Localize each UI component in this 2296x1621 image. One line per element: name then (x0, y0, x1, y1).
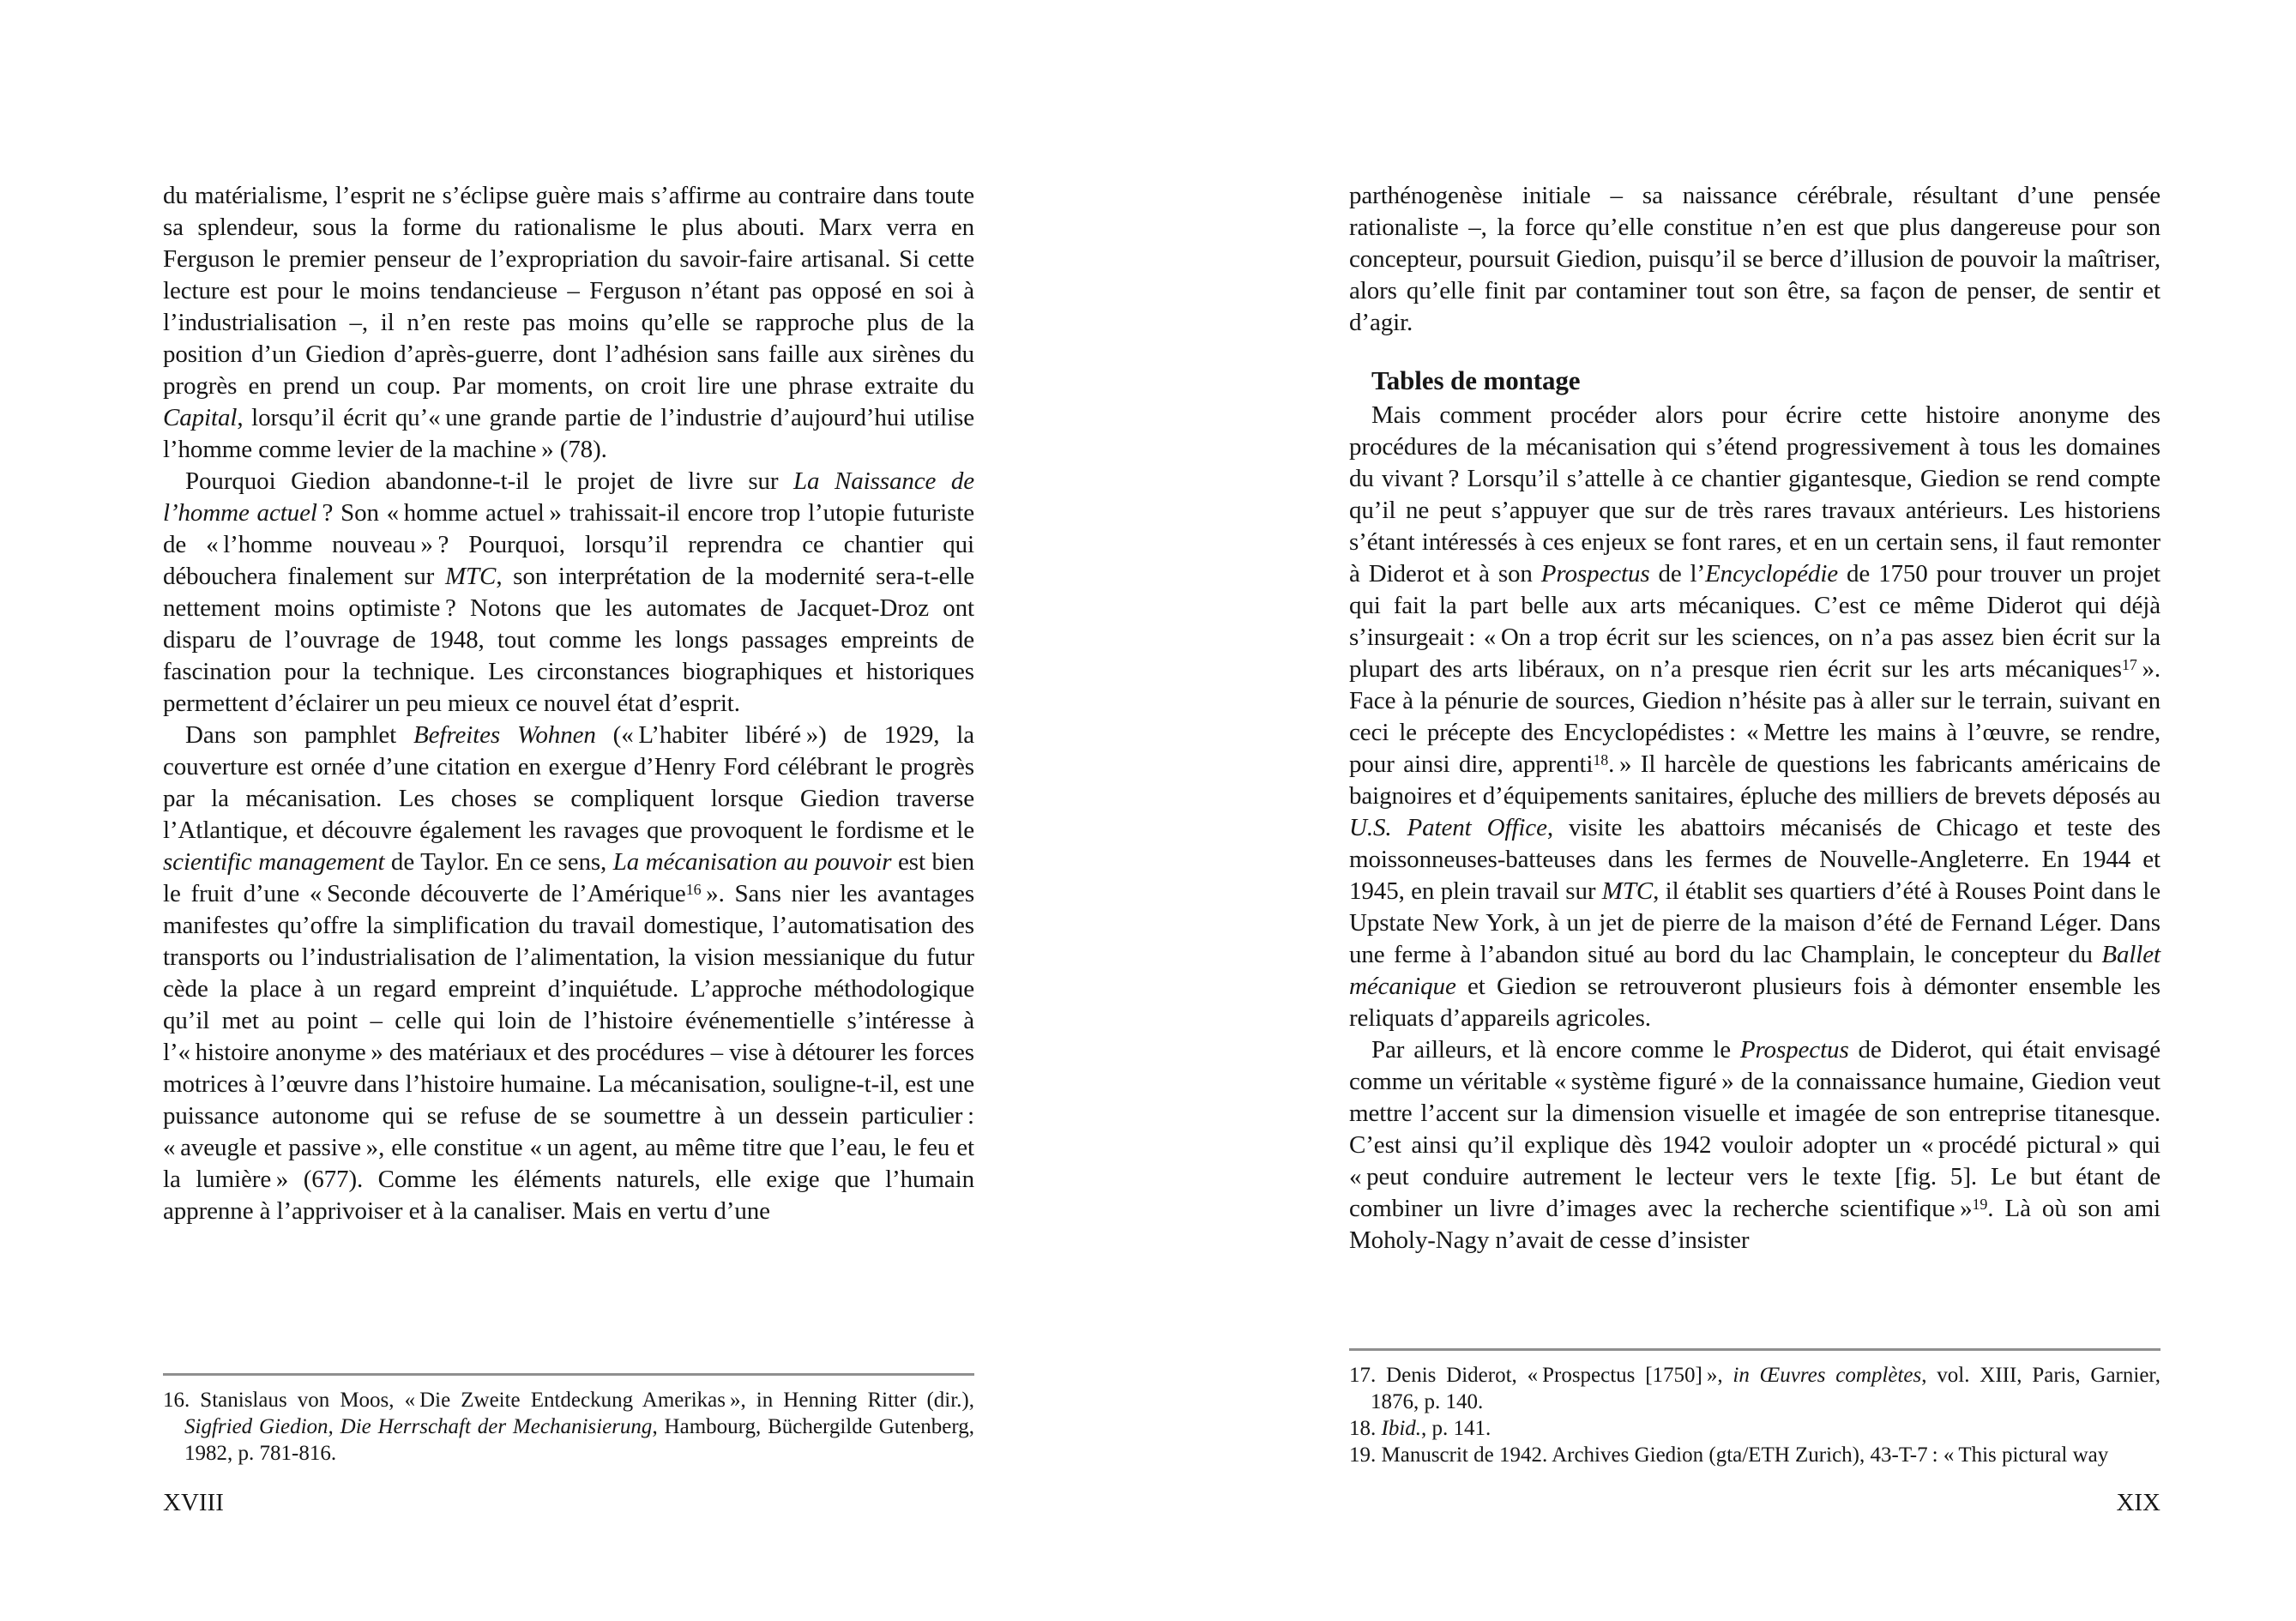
text-run: . Là où son ami Moholy-Nagy n’avait de cesse d’insister (1349, 1195, 2161, 1254)
italic-text: Befreites Wohnen (413, 721, 596, 749)
page-left (163, 0, 974, 1621)
text-run: 18. (1349, 1417, 1382, 1440)
italic-text: Prospectus (1540, 560, 1650, 588)
paragraph (1349, 180, 2160, 339)
italic-text: MTC (1601, 877, 1654, 905)
text-run: parthénogenèse initiale – sa naissance cérébrale, résultant d’une pensée rationaliste –, la force qu’elle constitue n’en est que plus dangereuse pour son concepteur, poursuit Giedion, puisqu’il se berce d’illusion de pouvoir la maîtriser, alors qu’elle finit par contaminer tout son être, sa façon de penser, de sentir et d’agir. (1349, 182, 2160, 336)
text-run: (« L’habiter libéré ») de 1929, la couverture est ornée d’une citation en exergue d’Henry Ford célébrant le progrès par la mécanisation. Les choses se compliquent lorsque Giedion traverse l’Atlantique, et découvre également les ravages que provoquent le fordisme et le (163, 721, 974, 844)
text-run: Tables de montage (1371, 365, 1581, 395)
heading (1349, 365, 2160, 396)
text-run: ». Sans nier les avantages manifestes qu’offre la simplification du travail domestique, l’automatisation des transports ou l’industrialisation de l’alimentation, la vision messianique du futur cède la place à un regard empreint d’inquiétude. L’approche méthodologique qu’il met au point – celle qui loin de l’histoire événementielle s’intéresse à l’« histoire anonyme » des matériaux et des procédures – vise à détourer les forces motrices à l’œuvre dans l’histoire humaine. La mécanisation, souligne-t-il, est une puissance autonome qui se refuse de se soumettre à un dessein particulier : « aveugle et passive », elle constitue « un agent, au même titre que l’eau, le feu et la lumière » (677). Comme les éléments naturels, elle exige que l’humain apprenne à l’apprivoiser et à la canaliser. Mais en vertu d’une (163, 880, 975, 1225)
text-run: de Taylor. En ce sens, (384, 848, 613, 876)
page-right (1349, 0, 2160, 1621)
text-run: , son interprétation de la modernité sera-t-elle nettement moins optimiste ? Notons que les automates de Jacquet-Droz ont disparu de l’ouvrage de 1948, tout comme les longs passages empreints de fascination pour la technique. Les circonstances biographiques et historiques permettent d’éclairer un peu mieux ce nouvel état d’esprit. (163, 563, 974, 717)
footnote-reference: 18 (1593, 750, 1609, 768)
footnote (163, 1387, 974, 1467)
italic-text: La Naissance de l’homme actuel (163, 467, 975, 527)
italic-text: Prospectus (1739, 1036, 1849, 1064)
text-run: 16. Stanislaus von Moos, « Die Zweite Entdeckung Amerikas », in Henning Ritter (dir.), (163, 1389, 974, 1412)
page-left-footnotes (163, 1373, 974, 1467)
italic-text: La mécanisation au pouvoir (612, 848, 892, 876)
text-run: de l’ (1649, 560, 1706, 588)
page-number-left: XVIII (163, 1489, 224, 1516)
text-run: Pourquoi Giedion abandonne-t-il le projet de livre sur (185, 467, 794, 495)
text-run: , p. 141. (1421, 1417, 1491, 1440)
footnote-separator (1349, 1348, 2160, 1351)
footnote-separator (163, 1373, 974, 1376)
italic-text: in Œuvres complètes (1733, 1364, 1922, 1387)
footnote-reference: 17 (2121, 655, 2137, 673)
text-run: . » Il harcèle de questions les fabricants américains de baignoires et d’équipements sanitaires, épluche des milliers de brevets déposés au (1349, 750, 2160, 810)
paragraph (1349, 1034, 2160, 1256)
page-number-right: XIX (2116, 1489, 2160, 1516)
text-run: Dans son pamphlet (185, 721, 414, 749)
text-run: du matérialisme, l’esprit ne s’éclipse guère mais s’affirme au contraire dans toute sa splendeur, sous la forme du rationalisme le plus abouti. Marx verra en Ferguson le premier penseur de l’expropriation du savoir-faire artisanal. Si cette lecture est pour le moins tendancieuse – Ferguson n’étant pas opposé en soi à l’industrialisation –, il n’en reste pas moins qu’elle se rapproche plus de la position d’un Giedion d’après-guerre, dont l’adhésion sans faille aux sirènes du progrès en prend un coup. Par moments, on croit lire une phrase extraite du (163, 182, 974, 400)
text-run: 17. Denis Diderot, « Prospectus [1750] », (1349, 1364, 1733, 1387)
page-right-body-text (1349, 180, 2160, 1256)
footnote-list (163, 1387, 974, 1467)
footnote-reference: 19 (1972, 1195, 1988, 1213)
italic-text: MTC (444, 563, 497, 590)
italic-text: scientific management (163, 848, 385, 876)
text-run: , lorsqu’il écrit qu’« une grande partie de l’industrie d’aujourd’hui utilise l’homme comme levier de la machine » (78). (163, 404, 974, 463)
paragraph (163, 720, 974, 1227)
italic-text: Encyclopédie (1705, 560, 1839, 588)
text-run: , il établit ses quartiers d’été à Rouses Point dans le Upstate New York, à un jet de pierre de la maison d’été de Fernand Léger. Dans une ferme à l’abandon situé au bord du lac Champlain, le concepteur du (1349, 877, 2160, 968)
footnote-reference: 16 (685, 880, 702, 898)
paragraph (163, 180, 974, 466)
text-run: Par ailleurs, et là encore comme le (1371, 1036, 1740, 1064)
text-run: de 1750 pour trouver un projet qui fait la part belle aux arts mécaniques. C’est ce même Diderot qui déjà s’insurgeait : « On a trop écrit sur les sciences, on n’a pas assez bien écrit sur la plupart des arts libéraux, on n’a presque rien écrit sur les arts mécaniques (1349, 560, 2160, 683)
text-run: est bien le fruit d’une « Seconde découverte de l’Amérique (163, 848, 975, 907)
italic-text: Ibid. (1381, 1417, 1422, 1440)
text-run: 19. Manuscrit de 1942. Archives Giedion (gta/ETH Zurich), 43-T-7 : « This pictural way (1349, 1443, 2109, 1467)
footnote (1349, 1362, 2160, 1415)
footnote (1349, 1442, 2160, 1468)
text-run: , Hambourg, Büchergilde Gutenberg, 1982, p. 781-816. (184, 1415, 975, 1465)
footnote (1349, 1415, 2160, 1442)
text-run: ? Son « homme actuel » trahissait-il encore trop l’utopie futuriste de « l’homme nouveau » ? Pourquoi, lorsqu’il reprendra ce chantier qui débouchera finalement sur (163, 499, 974, 590)
text-run: ». Face à la pénurie de sources, Giedion n’hésite pas à aller sur le terrain, suivant en ceci le précepte des Encyclopédistes : « Mettre les mains à l’œuvre, se rendre, pour ainsi dire, apprenti (1349, 655, 2160, 778)
footnote-list (1349, 1362, 2160, 1468)
italic-text: U.S. Patent Office (1349, 814, 1547, 841)
paragraph (1349, 400, 2160, 1034)
italic-text: Sigfried Giedion, Die Herrschaft der Mechanisierung (184, 1415, 653, 1438)
text-run: , visite les abattoirs mécanisés de Chicago et teste des moissonneuses-batteuses dans les fermes de Nouvelle-Angleterre. En 1944 et 1945, en plein travail sur (1349, 814, 2161, 905)
text-run: Mais comment procéder alors pour écrire cette histoire anonyme des procédures de la mécanisation qui s’étend progressivement à tous les domaines du vivant ? Lorsqu’il s’attelle à ce chantier gigantesque, Giedion se rend compte qu’il ne peut s’appuyer que sur de très rares travaux antérieurs. Les historiens s’étant intéressés à ces enjeux se font rares, et en un certain sens, il faut remonter à Diderot et à son (1349, 401, 2160, 588)
page-left-body-text (163, 180, 974, 1227)
paragraph (163, 466, 974, 720)
italic-text: Capital (163, 404, 238, 431)
page-right-footnotes (1349, 1348, 2160, 1468)
italic-text: Ballet mécanique (1349, 941, 2160, 1000)
text-run: et Giedion se retrouveront plusieurs fois à démonter ensemble les reliquats d’appareils agricoles. (1349, 973, 2160, 1032)
text-run: de Diderot, qui était envisagé comme un véritable « système figuré » de la connaissance humaine, Giedion veut mettre l’accent sur la dimension visuelle et imagée de son entreprise titanesque. C’est ainsi qu’il explique dès 1942 vouloir adopter un « procédé pictural » qui « peut conduire autrement le lecteur vers le texte [fig. 5]. Le but étant de combiner un livre d’images avec la recherche scientifique » (1349, 1036, 2160, 1222)
text-run: , vol. XIII, Paris, Garnier, 1876, p. 140. (1371, 1364, 2160, 1413)
